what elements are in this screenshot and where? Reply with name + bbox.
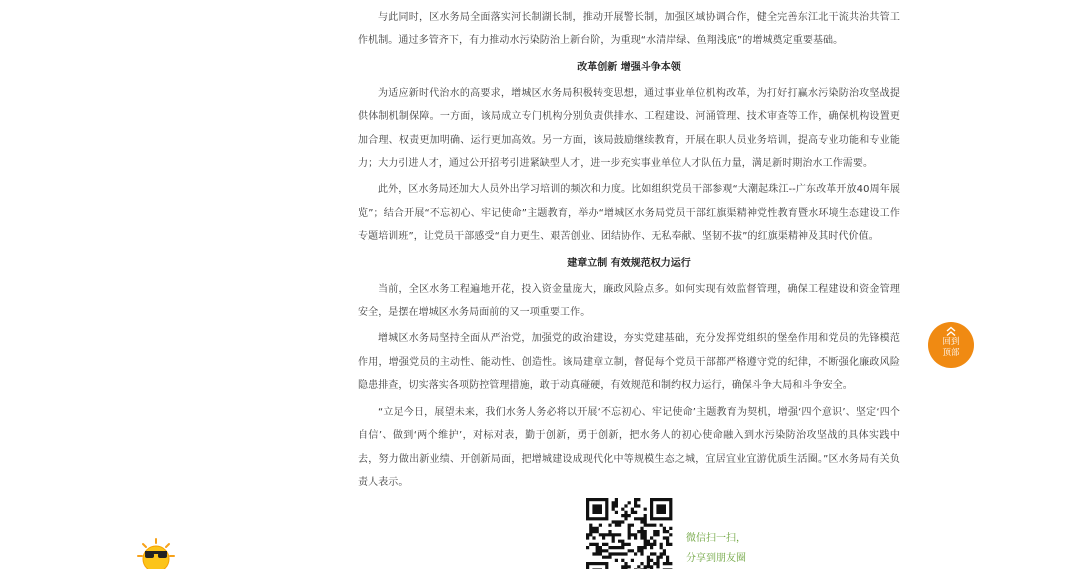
article-paragraph: 为适应新时代治水的高要求，增城区水务局积极转变思想，通过事业单位机构改革，为打好打赢水污染防治攻坚战提供体制机制保障。一方面，该局成立专门机构分别负责供排水、工程建设、河涌管理、技术审查等工作，确保机构设置更加合理、权责更加明确、运行更加高效。另一方面，该局鼓励继续教育，开展在职人员业务培训，提高专业功能和专业能力；大力引进人才，通过公开招考引进紧缺型人才，进一步充实事业单位人才队伍力量，满足新时期治水工作需要。 [358,87,900,170]
article-paragraph: “立足今日，展望未来，我们水务人务必将以开展‘不忘初心、牢记使命’主题教育为契机，增强‘四个意识’、坚定‘四个自信’、做到‘两个维护’，对标对表，勤于创新，勇于创新，把水务人的初心使命融入到水污染防治攻坚战的具体实践中去，努力做出新业绩、开创新局面，把增城建设成现代化中等规模生态之城，宜居宜业宜游优质生活圈。”区水务局有关负责人表示。 [358,406,900,488]
double-chevron-up-icon [944,326,958,337]
share-hint-line: 微信扫一扫， [686,533,746,544]
back-to-top-label: 顶部 [942,348,960,358]
section-heading: 改革创新 增强斗争本领 [577,61,681,73]
sun-sunglasses-icon [136,538,176,568]
back-to-top-button[interactable] [928,322,974,368]
back-to-top-label: 回到 [942,337,960,347]
share-hint-line: 分享到朋友圈 [686,553,746,564]
share-hint [686,529,746,569]
article-paragraph: 当前，全区水务工程遍地开花，投入资金量庞大，廉政风险点多。如何实现有效监督管理，确保工程建设和资金管理安全，是摆在增城区水务局面前的又一项重要工作。 [358,283,900,319]
article-body [358,6,900,494]
qr-code-icon [586,498,676,568]
article-paragraph: 此外，区水务局还加大人员外出学习培训的频次和力度。比如组织党员干部参观“大潮起珠江--广东改革开放40周年展览”；结合开展“不忘初心、牢记使命”主题教育，举办“增城区水务局党员干部红旗渠精神党性教育暨水环境生态建设工作专题培训班”，让党员干部感受“自力更生、艰苦创业、团结协作、无私奉献、坚韧不拔”的红旗渠精神及其时代价值。 [358,184,900,243]
article-paragraph: 与此同时，区水务局全面落实河长制湖长制，推动开展警长制，加强区域协调合作，健全完善东江北干流共治共管工作机制。通过多管齐下，有力推动水污染防治上新台阶，为重现“水清岸绿、鱼翔浅底”的增城奠定重要基础。 [358,12,900,47]
article-paragraph: 增城区水务局坚持全面从严治党，加强党的政治建设，夯实党建基础，充分发挥党组织的堡垒作用和党员的先锋模范作用，增强党员的主动性、能动性、创造性。该局建章立制，督促每个党员干部都严格遵守党的纪律，不断强化廉政风险隐患排查，切实落实各项防控管理措施，敢于动真碰硬，有效规范和制约权力运行，确保斗争大局和斗争安全。 [358,333,900,392]
section-heading: 建章立制 有效规范权力运行 [567,257,691,269]
